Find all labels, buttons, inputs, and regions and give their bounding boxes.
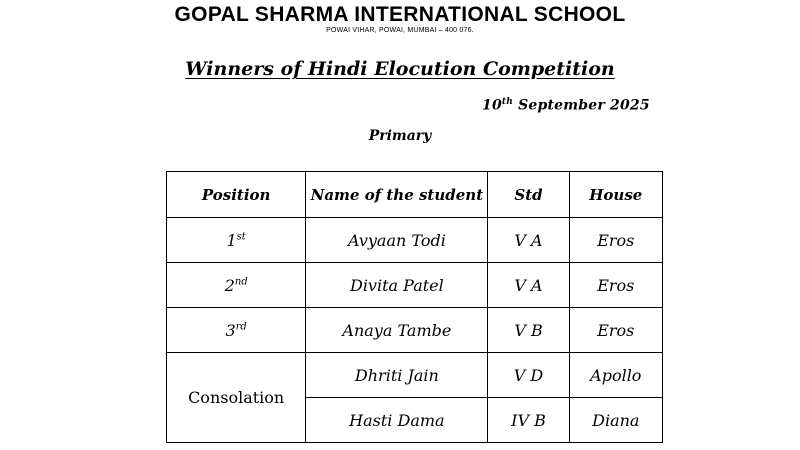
position-number: 3 (225, 320, 236, 340)
table-header-row (167, 172, 663, 218)
category-heading: Primary (368, 128, 432, 144)
date-suffix: th (501, 97, 513, 107)
student-name: Anaya Tambe (306, 308, 488, 353)
winners-table (166, 171, 663, 443)
school-address: POWAI VIHAR, POWAI, MUMBAI – 400 076. (326, 27, 474, 34)
school-name: GOPAL SHARMA INTERNATIONAL SCHOOL (174, 3, 626, 26)
header-position: Position (167, 172, 306, 218)
table-row (167, 308, 663, 353)
header-house: House (569, 172, 662, 218)
student-name: Avyaan Todi (306, 218, 488, 263)
student-house: Eros (569, 308, 662, 353)
header-std: Std (488, 172, 569, 218)
date-day: 10 (482, 97, 502, 114)
position-suffix: nd (234, 276, 248, 288)
position-number: 1 (226, 230, 237, 250)
table-row (167, 218, 663, 263)
student-house: Eros (569, 218, 662, 263)
student-house: Diana (569, 398, 662, 443)
student-std: V A (488, 218, 569, 263)
student-std: V D (488, 353, 569, 398)
header-student-name: Name of the student (306, 172, 488, 218)
student-name: Dhriti Jain (306, 353, 488, 398)
position-cell (167, 218, 306, 263)
position-number: 2 (224, 275, 235, 295)
student-name: Divita Patel (306, 263, 488, 308)
student-std: V B (488, 308, 569, 353)
table-row (167, 353, 663, 398)
consolation-cell: Consolation (167, 353, 306, 443)
competition-title: Winners of Hindi Elocution Competition (185, 58, 615, 80)
position-cell (167, 308, 306, 353)
date-month-year: September 2025 (518, 97, 650, 114)
student-std: V A (488, 263, 569, 308)
table-row (167, 263, 663, 308)
position-suffix: rd (235, 321, 247, 333)
competition-date (482, 97, 650, 114)
position-cell (167, 263, 306, 308)
student-std: IV B (488, 398, 569, 443)
student-name: Hasti Dama (306, 398, 488, 443)
position-suffix: st (236, 231, 246, 243)
student-house: Eros (569, 263, 662, 308)
student-house: Apollo (569, 353, 662, 398)
